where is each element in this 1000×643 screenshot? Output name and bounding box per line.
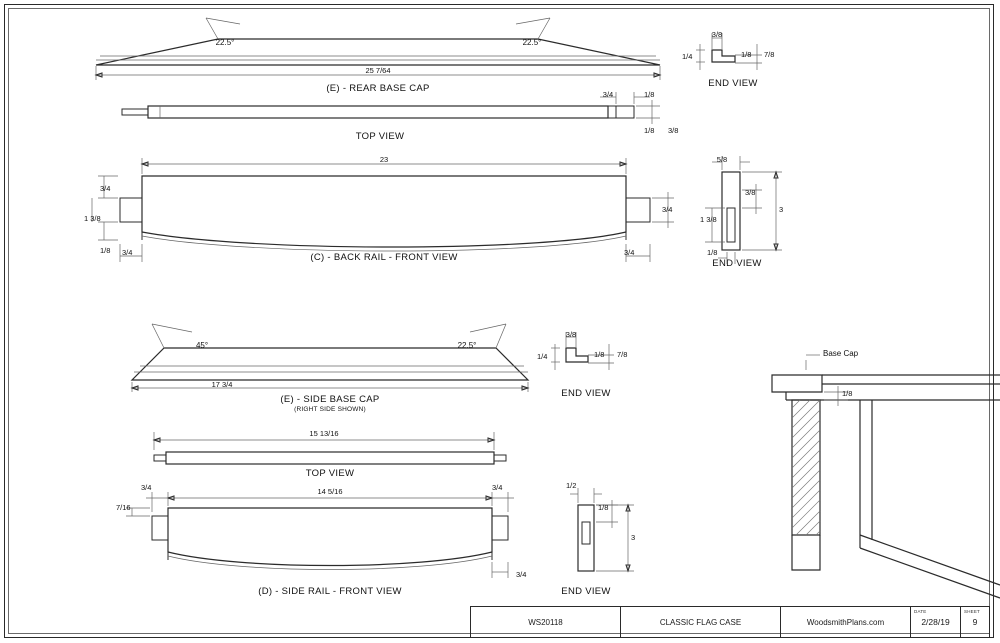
caption-back-rail-top: TOP VIEW <box>355 131 405 142</box>
dim-back-end-5: 1/8 <box>707 248 718 257</box>
dim-back-front-3: 1 3/8 <box>84 214 101 223</box>
angle-label-side-left: 45° <box>195 341 209 350</box>
caption-side-rail-front: (D) - SIDE RAIL - FRONT VIEW <box>258 586 402 597</box>
dim-back-front-6: 3/4 <box>624 248 635 257</box>
dim-back-front-7: 3/4 <box>662 205 673 214</box>
title-block-project: CLASSIC FLAG CASE <box>621 607 781 637</box>
dim-back-top-1: 3/4 <box>602 90 614 99</box>
angle-label-rear-right: 22.5° <box>522 38 542 47</box>
caption-side-base-cap: (E) - SIDE BASE CAP <box>280 394 380 405</box>
view-section-detail-geometry <box>772 355 1000 598</box>
view-side-base-cap-geometry <box>132 324 528 392</box>
caption-back-rail-front: (C) - BACK RAIL - FRONT VIEW <box>310 252 458 263</box>
view-side-rail-front-geometry <box>126 492 514 578</box>
dim-rear-end-1: 3/8 <box>711 30 723 39</box>
caption-side-rail-end: END VIEW <box>561 586 611 597</box>
title-block-plan-number: WS20118 <box>471 607 621 637</box>
dim-back-end-2: 3/8 <box>745 188 756 197</box>
caption-side-base-cap-note: (RIGHT SIDE SHOWN) <box>294 406 366 413</box>
dim-rear-end-4: 1/4 <box>682 52 693 61</box>
dim-back-front-4: 1/8 <box>100 246 111 255</box>
dim-back-end-3: 3 <box>779 205 784 214</box>
angle-label-rear-left: 22.5° <box>215 38 235 47</box>
dim-side-end-2: 1/8 <box>594 350 605 359</box>
caption-rear-base-cap: (E) - REAR BASE CAP <box>326 83 430 94</box>
dim-side-rail-end-2: 1/8 <box>598 503 609 512</box>
angle-label-side-right: 22.5° <box>457 341 477 350</box>
title-block <box>470 606 990 638</box>
dim-side-front-2: 14 5/16 <box>317 487 343 496</box>
dim-back-end-1: 5/8 <box>716 155 728 164</box>
dim-side-end-4: 1/4 <box>537 352 548 361</box>
dim-back-front-length: 23 <box>379 155 389 164</box>
title-block-sheet-label: SHEET <box>964 609 981 614</box>
view-rear-base-cap-end-geometry <box>696 33 762 70</box>
dim-back-top-2: 1/8 <box>644 90 655 99</box>
dim-back-top-4: 3/8 <box>668 126 679 135</box>
view-side-base-cap-end-geometry <box>551 332 614 370</box>
dim-back-top-3: 1/8 <box>644 126 655 135</box>
dim-rear-end-2: 1/8 <box>741 50 752 59</box>
dim-side-front-4: 7/16 <box>116 503 131 512</box>
dim-side-front-3: 3/4 <box>492 483 503 492</box>
caption-rear-base-cap-end: END VIEW <box>708 78 758 89</box>
title-block-date: 2/28/19 <box>921 617 950 627</box>
view-back-rail-front-geometry <box>92 158 674 262</box>
dim-side-end-3: 7/8 <box>617 350 628 359</box>
dim-back-front-2: 3/4 <box>100 184 111 193</box>
dim-side-rail-end-1: 1/2 <box>566 481 577 490</box>
caption-side-rail-top: TOP VIEW <box>305 468 355 479</box>
title-block-source: WoodsmithPlans.com <box>781 607 911 637</box>
dim-side-base-cap-length: 17 3/4 <box>211 380 233 389</box>
caption-side-base-cap-end: END VIEW <box>561 388 611 399</box>
callout-base-cap: Base Cap <box>823 349 859 358</box>
dim-side-end-1: 3/8 <box>565 330 577 339</box>
dim-rear-end-3: 7/8 <box>764 50 775 59</box>
view-side-rail-end-geometry <box>570 488 634 571</box>
dim-section-1: 1/8 <box>842 389 853 398</box>
dim-side-front-5: 3/4 <box>516 570 527 579</box>
dim-side-front-1: 3/4 <box>141 483 152 492</box>
caption-back-rail-end: END VIEW <box>712 258 762 269</box>
title-block-sheet-number: 9 <box>972 617 978 627</box>
view-back-rail-top-geometry <box>122 92 660 124</box>
dim-side-rail-top-length: 15 13/16 <box>309 429 339 438</box>
dim-side-rail-end-3: 3 <box>631 533 636 542</box>
dim-rear-base-cap-length: 25 7/64 <box>365 66 391 75</box>
dim-back-end-4: 1 3/8 <box>700 215 717 224</box>
title-block-date-label: DATE <box>914 609 927 614</box>
dim-back-front-5: 3/4 <box>122 248 133 257</box>
